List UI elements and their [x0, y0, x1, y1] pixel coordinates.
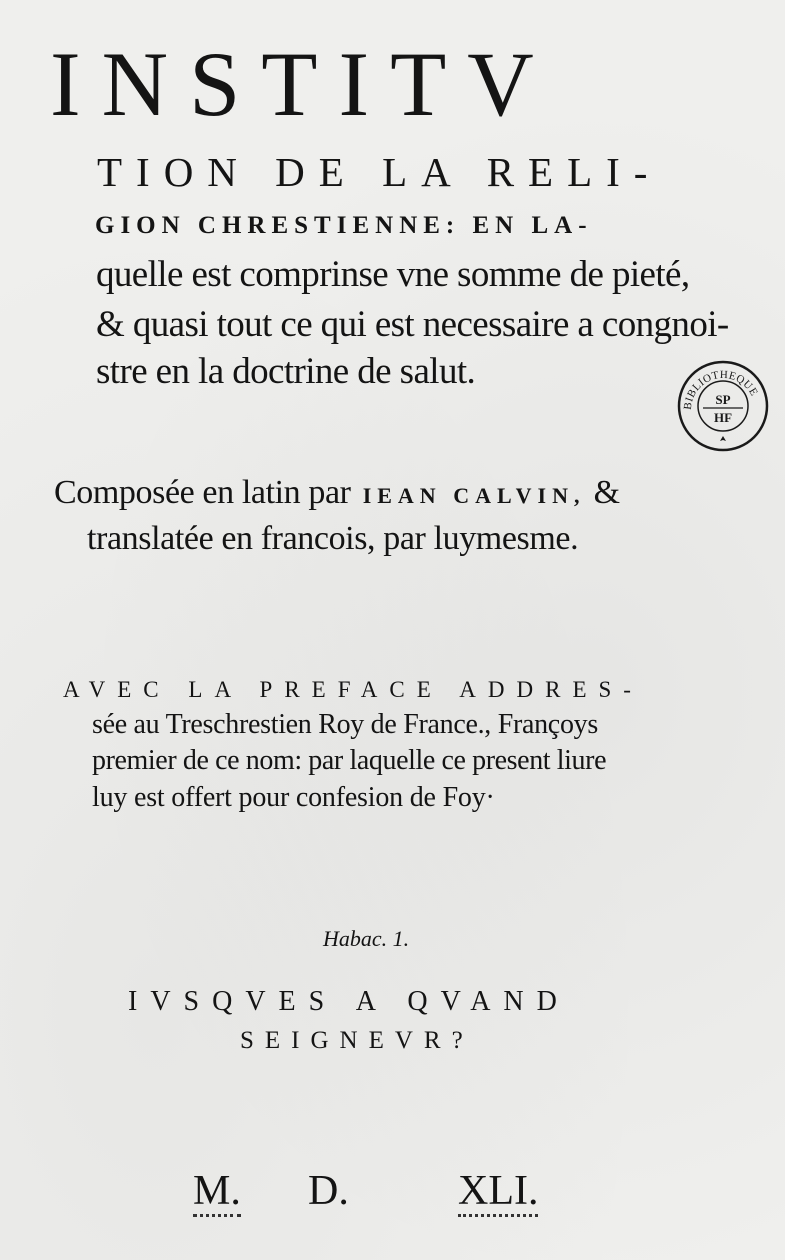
composition-suffix: & [593, 474, 620, 511]
preface-line-1: AVEC LA PREFACE ADDRES- [63, 677, 643, 702]
description-line-3: stre en la doctrine de salut. [96, 351, 476, 392]
library-stamp-icon [677, 360, 769, 452]
stamp-bottom-letters: HF [713, 410, 733, 425]
preface-line-4: luy est offert pour confesion de Foy· [92, 782, 495, 813]
author-name: IEAN CALVIN, [362, 483, 586, 508]
date-part-xli: XLI. [458, 1170, 538, 1217]
citation-line-1: IVSQVES A QVAND [128, 986, 570, 1017]
citation-line-2: SEIGNEVR? [240, 1027, 474, 1054]
preface-line-3: premier de ce nom: par laquelle ce present liure [92, 745, 607, 776]
date-part-m: M. [193, 1170, 241, 1217]
citation-reference: Habac. 1. [323, 926, 410, 951]
stamp-text: BIBLIOTHEQUE [681, 368, 761, 411]
composition-prefix: Composée en latin par [54, 474, 351, 511]
title-line-1: INSTITV [50, 33, 555, 135]
stamp-top-letters: SP [715, 392, 731, 407]
date-part-d: D. [308, 1168, 349, 1214]
preface-line-2: sée au Treschrestien Roy de France., Françoys [92, 709, 598, 740]
title-line-3: GION CHRESTIENNE: EN LA- [95, 212, 593, 239]
composition-line-2: translatée en francois, par luymesme. [87, 520, 579, 557]
description-line-2: & quasi tout ce qui est necessaire a congnoi- [96, 304, 729, 345]
title-line-2: TION DE LA RELI- [97, 149, 662, 195]
composition-line-1 [54, 476, 620, 510]
description-line-1: quelle est comprinse vne somme de pieté, [96, 254, 690, 295]
